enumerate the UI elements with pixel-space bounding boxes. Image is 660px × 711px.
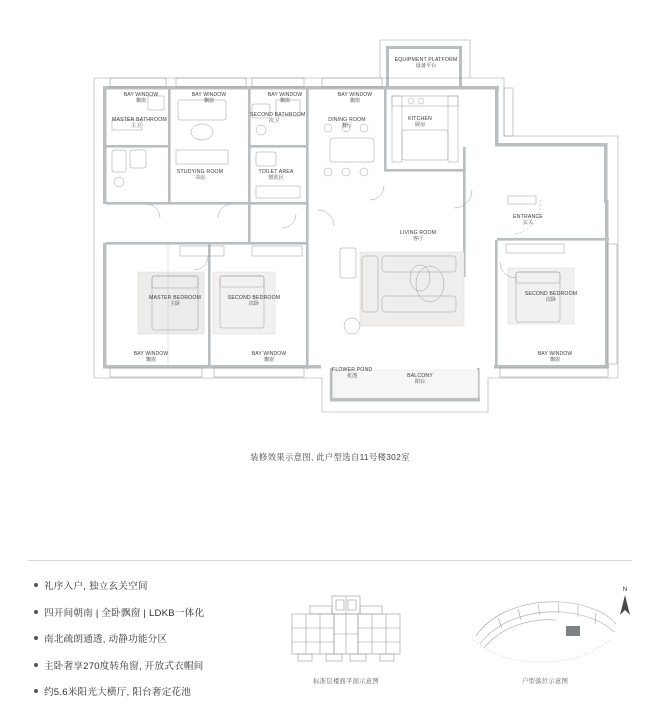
feature-text: 主卧奢享270度转角窗, 开放式衣帽间 <box>44 660 204 672</box>
bullet-dot-icon <box>34 689 38 693</box>
list-item <box>34 578 284 592</box>
building-floor-thumbnail <box>286 592 406 685</box>
room-en: BAY WINDOW <box>537 351 573 357</box>
room-cn: 次卧 <box>545 297 557 304</box>
room-en: TOILET AREA <box>258 169 294 175</box>
list-item <box>34 658 284 672</box>
compass-north-label: N <box>622 586 628 593</box>
room-en: SECOND BEDROOM <box>227 295 281 301</box>
room-cn: 飘窗 <box>203 98 214 105</box>
feature-text: 南北疏朗通透, 动静功能分区 <box>44 634 168 645</box>
room-en: MASTER BEDROOM <box>149 295 201 301</box>
room-cn: 主卧 <box>169 301 181 308</box>
room-cn: 飘窗 <box>549 357 560 364</box>
bullet-dot-icon <box>34 583 38 587</box>
room-cn: 飘窗 <box>135 98 146 105</box>
room-en: BALCONY <box>407 373 433 379</box>
list-item <box>34 684 284 698</box>
room-cn: 餐厅 <box>341 123 353 130</box>
feature-list <box>34 578 284 711</box>
room-en: BAY WINDOW <box>133 351 169 357</box>
room-cn: 书房 <box>194 175 206 182</box>
room-cn: 飘窗 <box>145 357 156 364</box>
room-en: DINING ROOM <box>328 117 366 123</box>
room-cn: 客厅 <box>412 236 424 243</box>
room-en: LIVING ROOM <box>399 230 437 236</box>
room-en: EQUIPMENT PLATFORM <box>394 57 458 63</box>
site-thumbnail-caption: 户型落位示意图 <box>521 678 569 685</box>
feature-text: 四开间朝南 | 全卧飘窗 | LDKB一体化 <box>44 607 205 619</box>
bullet-dot-icon <box>34 663 38 667</box>
feature-text: 礼序入户, 独立玄关空间 <box>44 581 148 592</box>
bullet-dot-icon <box>34 636 38 640</box>
compass-needle-icon <box>612 593 638 619</box>
feature-text: 约5.6米阳光大横厅, 阳台奢定花池 <box>44 687 191 698</box>
room-cn: 次卧 <box>248 301 260 308</box>
room-en: STUDYING ROOM <box>176 169 224 175</box>
room-cn: 厨房 <box>414 122 426 129</box>
room-en: SECOND BEDROOM <box>524 291 578 297</box>
room-en: BAY WINDOW <box>191 92 227 98</box>
room-en: ENTRANCE <box>513 214 543 220</box>
room-en: MASTER BATHROOM <box>112 117 167 123</box>
list-item <box>34 605 284 619</box>
floor-plan-caption: 装修效果示意图, 此户型选自11号楼302室 <box>250 452 410 462</box>
building-floor-drawing <box>286 592 406 668</box>
room-en: BAY WINDOW <box>123 92 159 98</box>
room-cn: 盥洗区 <box>268 175 284 182</box>
room-en: BAY WINDOW <box>251 351 287 357</box>
room-cn: 花池 <box>346 373 358 380</box>
site-plan-thumbnail <box>470 596 620 685</box>
site-plan-drawing <box>470 596 620 668</box>
room-cn: 设备平台 <box>415 63 437 70</box>
room-cn: 主卫 <box>130 123 142 130</box>
building-thumbnail-caption: 标准层楼面平面示意图 <box>313 678 379 685</box>
room-cn: 次卫 <box>268 118 280 125</box>
room-cn: 阳台 <box>414 379 426 386</box>
room-en: KITCHEN <box>408 116 432 122</box>
room-en: BAY WINDOW <box>267 92 303 98</box>
bullet-dot-icon <box>34 610 38 614</box>
room-en: BAY WINDOW <box>337 92 373 98</box>
room-cn: 飘窗 <box>279 98 290 105</box>
room-cn: 飘窗 <box>349 98 360 105</box>
room-en: FLOWER POND <box>332 367 373 373</box>
compass <box>612 586 638 620</box>
section-divider <box>28 560 632 561</box>
room-cn: 玄关 <box>522 220 534 227</box>
list-item <box>34 631 284 645</box>
room-en: SECOND BATHROOM <box>250 112 306 118</box>
room-cn: 飘窗 <box>263 357 274 364</box>
